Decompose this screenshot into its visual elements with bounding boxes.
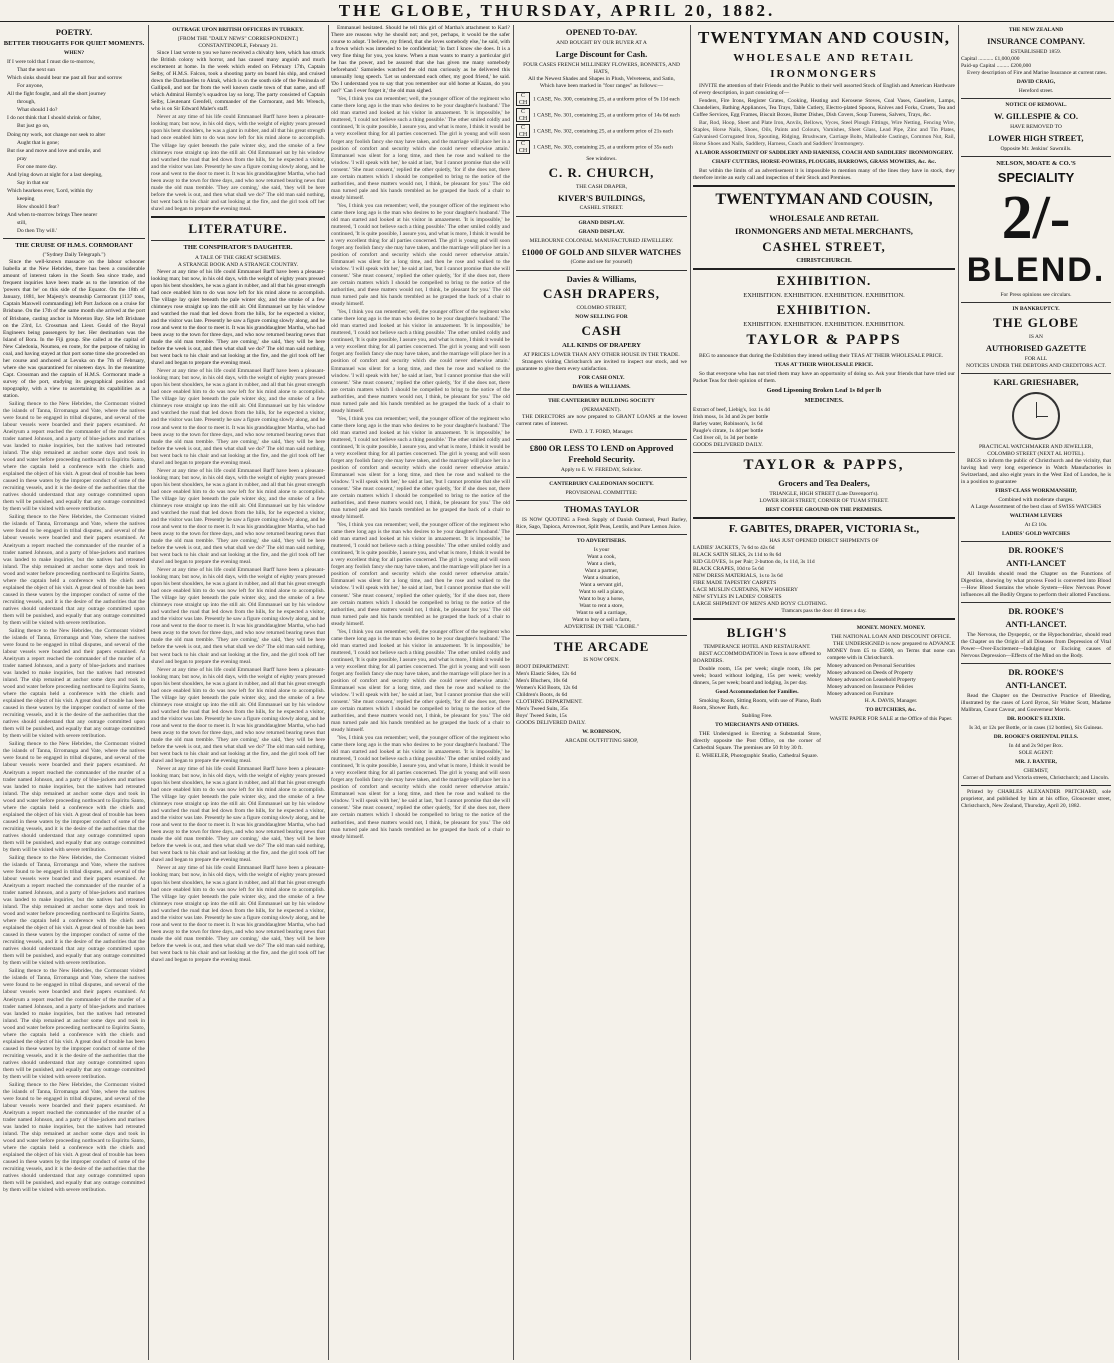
arcade-sub: IS NOW OPEN. <box>583 657 620 664</box>
baxter-name: MR. J. BAXTER, <box>1015 759 1057 766</box>
story-body: Emmanuel hesitated. Should he tell this girl of Martha's attachment to Karl? There are reasons why he should not; and yet, perhaps, it would be the safer course to adopt. 'I believe, my friend, that she loves somebody else,' he said, with a frown which was intended to be confidential; 'in fact I know she does. It is a very fine thing for you, you know. When a man wants to marry a particular girl he has the power, and be assured that she has given me many somebody beforehand.' Samoiedes watched the old man curiously as he delivered this unusually long speech. 'Let us understand each other, my good friend,' he said. 'Do I understand you to say that you remember our old home at Kazan, do you not?' 'Can I ever forget it,' the old man sighed. <box>331 25 511 95</box>
merchants-sign: E. WHEELER, Photographic Studio, Cathedral Square. <box>695 753 819 760</box>
bligh-text: BEST ACCOMMODATION in Town is now offered to BOARDERS. <box>693 650 821 664</box>
story-body: Never at any time of his life could Emmanuel Barff have been a pleasant-looking man; but now, in his old days, with the weight of eighty years pressed upon his bent shoulders, he was a giant in rubber, and all that his great strength had once enabled him to do was now left for his mind alone to accomplish. The village lay quiet beneath the pale winter sky, and the smoke of a few chimneys rose straight up into the still air. Old Emmanuel sat by his window and watched the road that led down from the hills, for he expected a visitor, and the visitor was late. Presently he saw a figure coming slowly along, and he rose and went to the door to meet it. It was his granddaughter Martha, who had been away to the town for three days, and who now returned bearing news that made the old man tremble. 'They are coming,' she said, 'they will be here before the week is out, and then what shall we do?' The old man said nothing, but went back to his chair and sat looking at the fire, and the girl took off her shawl and began to prepare the evening meal. <box>151 368 325 466</box>
cruise-body: Sailing thence to the New Hebrides, the Cormorant visited the islands of Tanna, Erromanga and Vate, where the natives were found to be engaged in tribal disputes, and several of the labour vessels were boarded and their papers examined. At Aneityum a report reached the commander of the murder of a trader named Johnson, and a party of blue-jackets and marines was landed to make inquiries, but the natives had retreated inland. The ship remained at anchor some days and took in wood and water before proceeding northward to Espiritu Santo, where the captain held a conference with the chiefs and explained the object of his visit. A great deal of trouble has been caused in these waters by the improper conduct of some of the recruiting vessels, and it is the desire of the authorities that the natives should understand that any outrage committed upon them will be punished, and equally that any outrage committed by them will be visited with severe retribution. <box>3 514 145 626</box>
poem-line: Say in that ear <box>17 179 49 186</box>
taylor-papps-address: TRIANGLE, HIGH STREET (Late Davenport's). <box>769 490 879 497</box>
cruise-body: Sailing thence to the New Hebrides, the Cormorant visited the islands of Tanna, Erromanga and Vate, where the natives were found to be engaged in tribal disputes, and several of the labour vessels were boarded and their papers examined. At Aneityum a report reached the commander of the murder of a trader named Johnson, and a party of blue-jackets and marines was landed to make inquiries, but the natives had retreated inland. The ship remained at anchor some days and took in wood and water before proceeding northward to Espiritu Santo, where the captain held a conference with the chiefs and explained the object of his visit. A great deal of trouble has been caused in these waters by the improper conduct of some of the recruiting vessels, and it is the desire of the authorities that the natives should understand that any outrage committed upon them will be punished, and equally that any outrage committed by them will be visited with severe retribution. <box>3 1081 145 1194</box>
combined: Combined with moderate charges. <box>998 497 1074 504</box>
rooke-heading: DR. ROOKE'S <box>1008 545 1064 556</box>
church-sub: THE CASH DRAPER, <box>575 183 628 190</box>
column-drapers <box>513 25 690 1360</box>
taylor-papps-heading-2: TAYLOR & PAPPS, <box>743 457 905 474</box>
good-accommodation: Good Accommodation for Families. <box>715 688 799 695</box>
thomas-taylor-text: IS NOW QUOTING a Fresh Supply of Danish Oatmeal, Pearl Barley, Rice, Sago, Tapioca, Arrowroot, Split Peas, Lentils, and Pure Lemon Juice. <box>516 517 687 531</box>
poem-body <box>3 59 145 235</box>
poem-line: What should I do? <box>17 107 58 114</box>
paidup-line: Paid-up Capital ......... £200,000 <box>961 62 1032 69</box>
speciality-heading: SPECIALITY <box>997 170 1075 186</box>
gabites-list: LADIES' JACKETS, 7s 6d to 42s 6d BLACK SATIN SILKS, 2s 11d to 8s 6d KID GLOVES, 1s per Pair; 2-button do, 1s 11d, 3s 11d BLACK CRAPES, 10d to 5s 6d NEW DRESS MATERIALS, 1s to 3s 6d FIRE MADE TAPESTRY CARPETS LACE MUSLIN CURTAINS, NEW HOSIERY NEW STYLES IN LADIES' CORSETS LARGE SHIPMENT OF MEN'S AND BOYS' CLOTHING. <box>693 544 828 607</box>
colombo-street: COLOMBO STREET, <box>576 305 627 311</box>
authorised-gazette: AUTHORISED GAZETTE <box>985 343 1087 354</box>
national-text: THE UNDERSIGNED is now prepared to ADVANCE MONEY from £5 to £5000, on Terms that none can compete with in Christchurch. <box>827 641 955 662</box>
poem-line: For one more day. <box>17 163 57 170</box>
strangers-text: Strangers visiting Christchurch are invited to inspect our stock, and we guarantee to give them every satisfaction. <box>516 359 687 373</box>
karl-heading: KARL GRIESHABER, <box>993 377 1079 388</box>
oriental-price: In 4d and 2s 9d per Box. <box>1008 742 1064 749</box>
taylor-papps-address: LOWER HIGH STREET, CORNER OF TUAM STREET. <box>759 497 889 504</box>
karl-address: COLOMBO STREET (NEXT AL HOTEL). <box>987 450 1085 457</box>
rooke-heading: DR. ROOKE'S <box>1008 606 1064 617</box>
cruise-body: Sailing thence to the New Hebrides, the Cormorant visited the islands of Tanna, Erromanga and Vate, where the natives were found to be engaged in tribal disputes, and several of the labour vessels were boarded and their papers examined. At Aneityum a report reached the commander of the murder of a trader named Johnson, and a party of blue-jackets and marines was landed to make inquiries, but the natives had retreated inland. The ship remained at anchor some days and took in wood and water before proceeding northward to Espiritu Santo, where the captain held a conference with the chiefs and explained the object of his visit. A great deal of trouble has been caused in these waters by the improper conduct of some of the recruiting vessels, and it is the desire of the authorities that the natives should understand that any outrage committed upon them will be punished, and equally that any outrage committed by them will be visited with severe retribution. <box>3 400 145 513</box>
cruise-body: Sailing thence to the New Hebrides, the Cormorant visited the islands of Tanna, Erromanga and Vate, where the natives were found to be engaged in tribal disputes, and several of the labour vessels were boarded and their papers examined. At Aneityum a report reached the commander of the murder of a trader named Johnson, and a party of blue-jackets and marines was landed to make inquiries, but the natives had retreated inland. The ship remained at anchor some days and took in wood and water before proceeding northward to Espiritu Santo, where the captain held a conference with the chiefs and explained the object of his visit. A great deal of trouble has been caused in these waters by the improper conduct of some of the recruiting vessels, and it is the desire of the authorities that the natives should understand that any outrage committed upon them will be punished, and equally that any outrage committed by them will be visited with severe retribution. <box>3 741 145 853</box>
gabites-heading: F. GABITES, DRAPER, VICTORIA St., <box>728 522 920 535</box>
insurance-text: Every description of Fire and Marine Insurance at current rates. <box>967 70 1107 76</box>
exhibition-heading: EXHIBITION. <box>776 273 872 289</box>
oriental-heading: DR. ROOKE'S ORIENTAL PILLS. <box>993 733 1079 740</box>
outrage-heading: OUTRAGE UPON BRITISH OFFICERS IN TURKEY. <box>172 27 304 33</box>
grocers-heading: Grocers and Tea Dealers, <box>778 477 870 488</box>
national-list: Money advanced on Personal Securities Money advanced on Deeds of Property Money advanced on Leasehold Property Money advanced on Insurance Policies Money advanced on Furniture <box>827 663 916 698</box>
for-all: FOR ALL <box>1024 355 1048 362</box>
case-item: C CH1 CASE, No. 300, containing 25, at a uniform price of 9s 11d each <box>516 92 687 106</box>
merchants-text: THE Undersigned is Erecting a Substantial Store, directly opposite the Post Office, on the corner of Cathedral Square. The premises are 50 ft by 30 ft. <box>693 731 821 752</box>
thomas-taylor-heading: THOMAS TAYLOR <box>564 504 639 515</box>
taylor-papps-heading: TAYLOR & PAPPS <box>746 332 902 349</box>
butchers-heading: TO BUTCHERS, &c. <box>865 707 917 714</box>
kiver-heading: KIVER'S BUILDINGS, <box>558 192 645 203</box>
metal-merchants-heading: IRONMONGERS AND METAL MERCHANTS, <box>735 225 913 236</box>
poem-line: Doing my work, not change nor seek to alter <box>7 131 106 138</box>
press-opinions: For Press opinions see circulars. <box>1000 292 1072 299</box>
grand-display: GRAND DISPLAY. <box>578 219 625 226</box>
kiver-sub: CASHEL STREET. <box>579 205 624 212</box>
story-body: Never at any time of his life could Emmanuel Barff have been a pleasant-looking man; but now, in his old days, with the weight of eighty years pressed upon his bent shoulders, he was a giant in rubber, and all that his great strength had once enabled him to do was now left for his mind alone to accomplish. The village lay quiet beneath the pale winter sky, and the smoke of a few chimneys rose straight up into the still air. Old Emmanuel sat by his window and watched the road that led down from the hills, for he expected a visitor, and the visitor was late. Presently he saw a figure coming slowly along, and he rose and went to the door to meet it. It was his granddaughter Martha, who had been away to the town for three days, and who now returned bearing news that made the old man tremble. 'They are coming,' she said, 'they will be here before the week is out, and then what shall we do?' The old man said nothing, but went back to his chair and sat looking at the fire, and the girl took off her shawl and began to prepare the evening meal. <box>151 865 325 963</box>
story-body: Never at any time of his life could Emmanuel Barff have been a pleasant-looking man; but now, in his old days, with the weight of eighty years pressed upon his bent shoulders, he was a giant in rubber, and all that his great strength had once enabled him to do was now left for his mind alone to accomplish. The village lay quiet beneath the pale winter sky, and the smoke of a few chimneys rose straight up into the still air. Old Emmanuel sat by his window and watched the road that led down from the hills, for he expected a visitor, and the visitor was late. Presently he saw a figure coming slowly along, and he rose and went to the door to meet it. It was his granddaughter Martha, who had been away to the town for three days, and who now returned bearing news that made the old man tremble. 'They are coming,' she said, 'they will be here before the week is out, and then what shall we do?' The old man said nothing, but went back to his chair and sat looking at the fire, and the girl took off her shawl and began to prepare the evening meal. <box>151 666 325 764</box>
case-item: C CH1 CASE, No. 302, containing 25, at a uniform price of 21s each <box>516 124 687 138</box>
baxter-sub: CHEMIST, <box>1023 768 1049 775</box>
gabites-sub: HAS JUST OPENED DIRECT SHIPMENTS OF <box>769 537 879 544</box>
established: ESTABLISHED 1859. <box>1010 48 1062 55</box>
cruise-body: Sailing thence to the New Hebrides, the Cormorant visited the islands of Tanna, Erromanga and Vate, where the natives were found to be engaged in tribal disputes, and several of the labour vessels were boarded and their papers examined. At Aneityum a report reached the commander of the murder of a trader named Johnson, and a party of blue-jackets and marines was landed to make inquiries, but the natives had retreated inland. The ship remained at anchor some days and took in wood and water before proceeding northward to Espiritu Santo, where the captain held a conference with the chiefs and explained the object of his visit. A great deal of trouble has been caused in these waters by the improper conduct of some of the recruiting vessels, and it is the desire of the authorities that the natives should understand that any outrage committed upon them will be punished, and equally that any outrage committed by them will be visited with severe retribution. <box>3 854 145 967</box>
lower-high-street: LOWER HIGH STREET, <box>988 133 1084 144</box>
within-text: But within the limits of an advertisement it is impossible to mention many of the lines they have in stock, they therefore invite an early call and inspection of their Stock and Premises. <box>693 168 955 182</box>
story-body: 'Yes, I think you can remember; well, the younger officer of the regiment who came there long ago is the man who desires to be your daughter's husband.' The old man started and looked at his visitor in amazement. 'It is impossible,' he muttered, 'I could not believe such a thing possible.' The other smiled coldly and continued, 'It is quite possible, I assure you, and what is more, I think it would be a very excellent thing for all parties concerned. The girl is young and will soon forget any foolish fancy she may have taken, and the marriage will place her in a position of comfort and security which she could never otherwise attain.' Emmanuel was silent for a long time, and then he rose and walked to the window. 'I will speak with her,' he said at last, 'but I cannot promise that she will consent.' 'She must consent,' replied the other quietly, 'for if she does not, there are certain matters which I should be compelled to bring to the notice of the authorities, and these matters would not, I think, be pleasant for you.' The old man turned pale and his hands trembled as he grasped the back of a chair to steady himself. <box>331 735 510 840</box>
elixir-heading: DR. ROOKE'S ELIXIR. <box>1006 715 1066 722</box>
tea-price: Good Lipsoning Broken Leaf 1s 8d per lb <box>766 386 882 394</box>
national-heading: THE NATIONAL LOAN AND DISCOUNT OFFICE. <box>830 634 952 641</box>
arcade-heading: THE ARCADE <box>553 638 650 654</box>
poem-line: I do not think that I should shrink or falter, <box>7 115 101 122</box>
poem-line: All the fight fought, and all the short journey <box>7 91 106 98</box>
column-poetry <box>0 25 148 1360</box>
opposite-note: Opposite Mr. Jenkins' Sawmills. <box>1000 145 1072 152</box>
wholesale-heading-2: WHOLESALE AND RETAIL <box>769 212 879 223</box>
first-class: FIRST-CLASS WORKMANSHIP, <box>995 488 1077 495</box>
poem-line: If I were told that I must die to-morrow, <box>7 59 95 66</box>
story-body: 'Yes, I think you can remember; well, the younger officer of the regiment who came there long ago is the man who desires to be your daughter's husband.' The old man started and looked at his visitor in amazement. 'It is impossible,' he muttered, 'I could not believe such a thing possible.' The other smiled coldly and continued, 'It is quite possible, I assure you, and what is more, I think it would be a very excellent thing for all parties concerned. The girl is young and will soon forget any foolish fancy she may have taken, and the marriage will place her in a position of comfort and security which she could never otherwise attain.' Emmanuel was silent for a long time, and then he rose and walked to the window. 'I will speak with her,' he said at last, 'but I cannot promise that she will consent.' 'She must consent,' replied the other quietly, 'for if she does not, there are certain matters which I should be compelled to bring to the notice of the authorities, and these matters would not, I think, be pleasant for you.' The old man turned pale and his hands trembled as he grasped the back of a chair to steady himself. <box>331 415 510 521</box>
poem-line: through, <box>17 99 36 106</box>
case-item: C CH1 CASE, No. 301, containing 25, at a uniform price of 14s 6d each <box>516 108 687 122</box>
rooke-text: The Nervous, the Dyspeptic, or the Hypochondriac, should read the Chapter on the Origin of all Diseases from Depression of Vital Power—Over-Excitement—Indulging or Excising causes of Nervous Depression—Effects of the Mind on the Body. <box>961 631 1111 660</box>
column-story-continued <box>328 25 513 1360</box>
lend-apply: Apply to E. W. FEREDAY, Solicitor. <box>560 467 643 474</box>
column-insurance <box>958 25 1114 1360</box>
building-society-text: THE DIRECTORS are now prepared to GRANT LOANS at the lowest current rates of interest. <box>516 414 687 428</box>
bligh-ad <box>693 623 821 760</box>
poem-line: Which sinks should bear me past all fear and sorrow <box>7 75 123 82</box>
poem-line: But rise and move and love and smile, and <box>7 147 101 154</box>
outrage-body: Since I last wrote to you we have received a chivalry here, which has struck the British colony with horror, and has caused many anguish and much excitement at home. In the week which ended on February 17th, Captain Selby, of H.M.S. Falcon, took a shooting party on board his ship, and cruised down the Dardanelles to Aktak, which is on the south side of the Peninsula of Gallipoli, and not far from the well known castle town of that name, and off which Admiral Hornby's squadron lay so long. The party consisted of Captain Selby, Lieutenant Grenfell, commander of the Cormorant, and Mr. Wrench, who is on Sir Edward Malet's staff. <box>151 50 325 113</box>
harness-heading: A LABOR ASSORTMENT OF SADDLERY AND HARNESS, COACH AND SADDLERS' IRONMONGERY. <box>694 150 954 157</box>
pocket-watch-icon <box>1012 392 1060 440</box>
medicines-list: Extract of beef, Liebig's, 1oz 1s 4d Irish moss, 1s 3d and 2s per bottle Barley water, Robinson's, 1s 6d Paugle's citrate, 1s 4d per bottle Cod liver oil, 1s 3d per bottle GOODS DELIVERED DAILY. <box>693 407 770 449</box>
poem-title: BETTER THOUGHTS FOR QUIET MOMENTS. <box>3 39 145 47</box>
poem-line: still, <box>17 219 27 226</box>
smoking-room: Smoking Room, Sitting Room, with use of Piano, Bath Room, Shower Bath, &c. <box>693 697 821 711</box>
story-body: Never at any time of his life could Emmanuel Barff have been a pleasant-looking man; but now, in his old days, with the weight of eighty years pressed upon his bent shoulders, he was a giant in rubber, and all that his great strength had once enabled him to do was now left for his mind alone to accomplish. The village lay quiet beneath the pale winter sky, and the smoke of a few chimneys rose straight up into the still air. Old Emmanuel sat by his window and watched the road that led down from the hills, for he expected a visitor, and the visitor was late. Presently he saw a figure coming slowly along, and he rose and went to the door to meet it. It was his granddaughter Martha, who had been away to the town for three days, and who now returned bearing news that made the old man tremble. 'They are coming,' she said, 'they will be here before the week is out, and then what shall we do?' The old man said nothing, but went back to his chair and sat looking at the fire, and the girl took off her shawl and began to prepare the evening meal. <box>151 268 325 367</box>
invite-text: INVITE the attention of their Friends and the Public to their well assorted Stock of English and American Hardware of every description, in part consisting of— <box>693 82 955 96</box>
millinery-sub: All the Newest Shades and Shapes in Plush, Velveteens, and Satin, <box>528 75 675 82</box>
for-cash-only: FOR CASH ONLY. <box>578 375 625 382</box>
arcade-list: BOOT DEPARTMENT. Men's Elastic Sides, 12s 6d Men's Bluchers, 10s 6d Women's Kid Boots, 12s 6d Children's Boots, 4s 6d CLOTHING DEPARTMENT. Men's Tweed Suits, 35s Boys' Tweed Suits, 15s GOODS DELIVERED DAILY. <box>516 664 586 727</box>
poem-line: That the next sun <box>17 67 56 74</box>
teas-heading: TEAS AT THEIR WHOLESALE PRICE. <box>774 361 874 368</box>
cruise-source: ("Sydney Daily Telegraph.") <box>42 252 106 259</box>
waltham-heading: WALTHAM LEVERS <box>1009 513 1063 520</box>
exhibition-row: EXHIBITION. EXHIBITION. EXHIBITION. EXHIBITION. <box>743 292 905 300</box>
outrage-dateline: CONSTANTINOPLE, February 21. <box>198 43 278 50</box>
story-body: Never at any time of his life could Emmanuel Barff have been a pleasant-looking man; but now, in his old days, with the weight of eighty years pressed upon his bent shoulders, he was a giant in rubber, and all that his great strength had once enabled him to do was now left for his mind alone to accomplish. The village lay quiet beneath the pale winter sky, and the smoke of a few chimneys rose straight up into the still air. Old Emmanuel sat by his window and watched the road that led down from the hills, for he expected a visitor, and the visitor was late. Presently he saw a figure coming slowly along, and he rose and went to the door to meet it. It was his granddaughter Martha, who had been away to the town for three days, and who now returned bearing news that made the old man tremble. 'They are coming,' she said, 'they will be here before the week is out, and then what shall we do?' The old man said nothing, but went back to his chair and sat looking at the fire, and the girl took off her shawl and began to prepare the evening meal. <box>151 567 325 665</box>
davies-heading: Davies & Williams, <box>566 273 637 284</box>
outrage-body: Never at any time of his life could Emmanuel Barff have been a pleasant-looking man; but now, in his old days, with the weight of eighty years pressed upon his bent shoulders, he was a giant in rubber, and all that his great strength had once enabled him to do was now left for his mind alone to accomplish. The village lay quiet beneath the pale winter sky, and the smoke of a few chimneys rose straight up into the still air. Old Emmanuel sat by his window and watched the road that led down from the hills, for he expected a visitor, and the visitor was late. Presently he saw a figure coming slowly along, and he rose and went to the door to meet it. It was his granddaughter Martha, who had been away to the town for three days, and who now returned bearing news that made the old man tremble. 'They are coming,' she said, 'they will be here before the week is out, and then what shall we do?' The old man said nothing, but went back to his chair and sat looking at the fire, and the girl took off her shawl and began to prepare the evening meal. <box>151 114 325 212</box>
see-windows: See windows. <box>586 155 617 162</box>
grand-display: GRAND DISPLAY. <box>578 228 625 235</box>
bar-iron-text: Bar, Rod, Hoop, Sheet and Plate Iron, Anvils, Bellows, Vyces, Steel Plough Fittings, Wire Netting, Fencing Wire, Staples, Horse Nails, Shoes, Oils, Paints and Colours, Varnishes, Sheet Glass, Lead Pipe, Zinc and Tin Plates, Galvanised Corrugated Iron, Spouting, Ridging, Brushware, Carriage Bolts, Malleable Castings, Common Nut, Rail, Horse Shoes and Nails, Saddlery, Harness, Coach and Saddlers' Ironmongery. <box>693 120 955 148</box>
is-an: IS AN <box>1029 334 1043 341</box>
poem-subtitle: WHEN? <box>63 50 85 57</box>
exhibition-row: EXHIBITION. EXHIBITION. EXHIBITION. EXHIBITION. <box>743 321 905 329</box>
story-body: Never at any time of his life could Emmanuel Barff have been a pleasant-looking man; but now, in his old days, with the weight of eighty years pressed upon his bent shoulders, he was a giant in rubber, and all that his great strength had once enabled him to do was now left for his mind alone to accomplish. The village lay quiet beneath the pale winter sky, and the smoke of a few chimneys rose straight up into the still air. Old Emmanuel sat by his window and watched the road that led down from the hills, for he expected a visitor, and the visitor was late. Presently he saw a figure coming slowly along, and he rose and went to the door to meet it. It was his granddaughter Martha, who had been away to the town for three days, and who now returned bearing news that made the old man tremble. 'They are coming,' she said, 'they will be here before the week is out, and then what shall we do?' The old man said nothing, but went back to his chair and sat looking at the fire, and the girl took off her shawl and began to prepare the evening meal. <box>151 766 325 864</box>
all-kinds: ALL KINDS OF DRAPERY <box>562 341 641 349</box>
bottom-ads <box>693 623 955 760</box>
cashel-street-heading: CASHEL STREET, <box>762 238 886 254</box>
national-sign: H. A. DAVIS, Manager. <box>864 698 918 705</box>
globe-heading: THE GLOBE <box>993 315 1079 331</box>
printer-imprint: Printed by CHARLES ALEXANDER PRITCHARD, sole proprietor, and published by him at his office, Gloucester street, Christchurch, New Zealand, Thursday, April 20, 1882. <box>961 789 1111 810</box>
money-heading: MONEY. MONEY. MONEY. <box>856 625 926 632</box>
nz-heading: THE NEW ZEALAND <box>1008 27 1064 33</box>
poem-line: Aught that is gone; <box>17 139 60 146</box>
cruise-body: Sailing thence to the New Hebrides, the Cormorant visited the islands of Tanna, Erromanga and Vate, where the natives were found to be engaged in tribal disputes, and several of the labour vessels were boarded and their papers examined. At Aneityum a report reached the commander of the murder of a trader named Johnson, and a party of blue-jackets and marines was landed to make inquiries, but the natives had retreated inland. The ship remained at anchor some days and took in wood and water before proceeding northward to Espiritu Santo, where the captain held a conference with the chiefs and explained the object of his visit. A great deal of trouble has been caused in these waters by the improper conduct of some of the recruiting vessels, and it is the desire of the authorities that the natives should understand that any outrage committed upon them will be punished, and equally that any outrage committed by them will be visited with severe retribution. <box>3 968 145 1080</box>
advertisers-heading: TO ADVERTISERS. <box>576 538 627 545</box>
cash-heading: CASH <box>581 323 622 339</box>
poem-line: And lying down at night for a last sleeping, <box>7 171 103 178</box>
story-body: 'Yes, I think you can remember; well, the younger officer of the regiment who came there long ago is the man who desires to be your daughter's husband.' The old man started and looked at his visitor in amazement. 'It is impossible,' he muttered, 'I could not believe such a thing possible.' The other smiled coldly and continued, 'It is quite possible, I assure you, and what is more, I think it would be a very excellent thing for all parties concerned. The girl is young and will soon forget any foolish fancy she may have taken, and the marriage will place her in a position of comfort and security which she could never otherwise attain.' Emmanuel was silent for a long time, and then he rose and walked to the window. 'I will speak with her,' he said at last, 'but I cannot promise that she will consent.' 'She must consent,' replied the other quietly, 'for if she does not, there are certain matters which I should be compelled to bring to the notice of the authorities, and these matters would not, I think, be pleasant for you.' The old man turned pale and his hands trembled as he grasped the back of a chair to steady himself. <box>331 309 510 414</box>
waste-paper: WASTE PAPER FOR SALE at the Office of this Paper. <box>829 716 953 723</box>
poetry-heading: POETRY. <box>55 27 93 37</box>
blend-heading: BLEND. <box>966 250 1106 289</box>
anti-lancet-heading: ANTI-LANCET. <box>1005 619 1067 630</box>
caledonian-heading: CANTERBURY CALEDONIAN SOCIETY. <box>549 481 654 488</box>
gillespie-sub: HAVE REMOVED TO <box>1010 124 1062 130</box>
chaff-heading: CHAFF CUTTERS, HORSE-POWERS, PLOUGHS, HARROWS, GRASS MOWERS, &c. &c. <box>711 159 937 166</box>
price-2s: 2/- <box>1001 183 1071 252</box>
twentyman-heading-2: TWENTYMAN AND COUSIN, <box>715 191 933 209</box>
bankruptcy-heading: IN BANKRUPTCY. <box>1012 306 1060 313</box>
poem-line: Do then Thy will.' <box>17 227 57 234</box>
wholesale-heading: WHOLESALE AND RETAIL <box>733 51 915 64</box>
invite-list: Fenders, Fire Irons, Register Grates, Cooking, Heating and Kerosene Stoves, Coal Vases, Gaseliers, Lamps, Chandeliers, Bathing Appliances, Tea Trays, Table Cutlery, Electro-plated Spoons, Knives and Forks, Cruets, Tea and Coffee Services, Egg Frames, Biscuit Boxes, Butter Dishes, Dish Covers, Soup Tureens, Salvers, Trays, &c. <box>693 97 955 119</box>
story-body: 'Yes, I think you can remember; well, the younger officer of the regiment who came there long ago is the man who desires to be your daughter's husband.' The old man started and looked at his visitor in amazement. 'It is impossible,' he muttered, 'I could not believe such a thing possible.' The other smiled coldly and continued, 'It is quite possible, I assure you, and what is more, I think it would be a very excellent thing for all parties concerned. The girl is young and will soon forget any foolish fancy she may have taken, and the marriage will place her in a position of comfort and security which she could never otherwise attain.' Emmanuel was silent for a long time, and then he rose and walked to the window. 'I will speak with her,' he said at last, 'but I cannot promise that she will consent.' 'She must consent,' replied the other quietly, 'for if she does not, there are certain matters which I should be compelled to bring to the notice of the authorities, and these matters would not, I think, be pleasant for you.' The old man turned pale and his hands trembled as he grasped the back of a chair to steady himself. <box>331 522 510 627</box>
story-body: 'Yes, I think you can remember; well, the younger officer of the regiment who came there long ago is the man who desires to be your daughter's husband.' The old man started and looked at his visitor in amazement. 'It is impossible,' he muttered, 'I could not believe such a thing possible.' The other smiled coldly and continued, 'It is quite possible, I assure you, and what is more, I think it would be a very excellent thing for all parties concerned. The girl is young and will soon forget any foolish fancy she may have taken, and the marriage will place her in a position of comfort and security which she could never otherwise attain.' Emmanuel was silent for a long time, and then he rose and walked to the window. 'I will speak with her,' he said at last, 'but I cannot promise that she will consent.' 'She must consent,' replied the other quietly, 'for if she does not, there are certain matters which I should be compelled to bring to the notice of the authorities, and these matters would not, I think, be pleasant for you.' The old man turned pale and his hands trembled as he grasped the back of a chair to steady himself. <box>331 96 510 201</box>
building-society-heading: THE CANTERBURY BUILDING SOCIETY <box>548 398 655 405</box>
opened-heading: OPENED TO-DAY. <box>565 27 638 37</box>
insurance-heading: INSURANCE COMPANY. <box>987 36 1085 47</box>
ironmongers-heading: IRONMONGERS <box>770 67 878 80</box>
poem-line: How should I fear? <box>17 203 60 210</box>
masthead <box>0 0 1114 22</box>
now-selling: NOW SELLING FOR <box>575 314 628 321</box>
at-prices: AT PRICES LOWER THAN ANY OTHER HOUSE IN THE TRADE. <box>523 352 680 358</box>
taylor-papps-text: BEG to announce that during the Exhibition they intend selling their TEAS AT THEIR WHOLESALE PRICE. <box>699 352 944 359</box>
craig-name: DAVID CRAIG, <box>1016 79 1056 86</box>
building-society-sign: EWD. J. T. FORD, Manager. <box>569 429 634 436</box>
karl-text: BEGS to inform the public of Christchurch and the vicinity, that having had very long experience in Watch Manufactories in Switzerland, and also eight years in the West End of London, he is in a position to guarantee <box>961 457 1111 486</box>
stabling-free: Stabling Free. <box>741 712 773 719</box>
anti-lancet-heading: ANTI-LANCET <box>1006 558 1066 569</box>
literature-heading: LITERATURE. <box>188 220 288 236</box>
caledonian-sub: PROVISIONAL COMMITTEE: <box>565 490 638 497</box>
watches-sub: (Come and see for yourself) <box>570 259 633 266</box>
notices-debtors: NOTICES UNDER THE DEBTORS AND CREDITORS ACT. <box>966 363 1106 370</box>
story-chapter: A STRANGE BOOK AND A STRANGE COUNTRY. <box>177 261 299 268</box>
money-ad <box>827 623 955 760</box>
large-assortment: A Large Assortment of the best class of SWISS WATCHES <box>970 504 1102 511</box>
column-ironmongers <box>690 25 958 1360</box>
poem-line: pray <box>17 155 27 162</box>
best-coffee: BEST COFFEE GROUND ON THE PREMISES. <box>765 506 883 513</box>
taylor-papps-text: So that everyone who has not tried them may have an opportunity of doing so. Ask your friends that have tried our Packet Teas for their opinion of them. <box>693 370 955 384</box>
gillespie-heading: W. GILLESPIE & CO. <box>994 111 1078 122</box>
ladies-watches: LADIES' GOLD WATCHES <box>1002 531 1070 538</box>
poem-line: But just go on, <box>17 123 50 130</box>
removal-heading: NOTICE OF REMOVAL. <box>1005 102 1067 109</box>
robinson-name: W. ROBINSON, <box>582 729 621 736</box>
bligh-heading: BLIGH'S <box>726 625 788 641</box>
millinery-heading: FOUR CASES FRENCH MILLINERY FLOWERS, BONNETS, AND HATS, <box>523 61 680 75</box>
capital-line: Capital ........... £1,000,000 <box>961 55 1020 62</box>
cruise-body: Sailing thence to the New Hebrides, the Cormorant visited the islands of Tanna, Erromanga and Vate, where the natives were found to be engaged in tribal disputes, and several of the labour vessels were boarded and their papers examined. At Aneityum a report reached the commander of the murder of a trader named Johnson, and a party of blue-jackets and marines was landed to make inquiries, but the natives had retreated inland. The ship remained at anchor some days and took in wood and water before proceeding northward to Espiritu Santo, where the captain held a conference with the chiefs and explained the object of his visit. A great deal of trouble has been caused in these waters by the improper conduct of some of the recruiting vessels, and it is the desire of the authorities that the natives should understand that any outrage committed upon them will be punished, and equally that any outrage committed by them will be visited with severe retribution. <box>3 627 145 740</box>
exhibition-heading: EXHIBITION. <box>776 302 872 318</box>
baxter-address: Corner of Durham and Victoria streets, Christchurch; and Lincoln. <box>962 775 1110 782</box>
poem-line: And when to-morrow brings Thee nearer <box>7 211 98 218</box>
tramcars-note: Tramcars pass the door 40 times a day. <box>781 608 867 615</box>
story-title: THE CONSPIRATOR'S DAUGHTER. <box>183 244 293 252</box>
twentyman-heading: TWENTYMAN AND COUSIN, <box>698 28 950 47</box>
sole-agent: SOLE AGENT: <box>1018 750 1054 757</box>
elixir-price: Is 3d, or 12s per Bottle, or in cases (12 bottles), Six Guineas. <box>969 724 1103 731</box>
story-body: 'Yes, I think you can remember; well, the younger officer of the regiment who came there long ago is the man who desires to be your daughter's husband.' The old man started and looked at his visitor in amazement. 'It is impossible,' he muttered, 'I could not believe such a thing possible.' The other smiled coldly and continued, 'It is quite possible, I assure you, and what is more, I think it would be a very excellent thing for all parties concerned. The girl is young and will soon forget any foolish fancy she may have taken, and the marriage will place her in a position of comfort and security which she could never otherwise attain.' Emmanuel was silent for a long time, and then he rose and walked to the window. 'I will speak with her,' he said at last, 'but I cannot promise that she will consent.' 'She must consent,' replied the other quietly, 'for if she does not, there are certain matters which I should be compelled to bring to the notice of the authorities, and these matters would not, I think, be pleasant for you.' The old man turned pale and his hands trembled as he grasped the back of a chair to steady himself. <box>331 202 510 308</box>
christchurch-heading: CHRISTCHURCH. <box>796 257 852 265</box>
craig-address: Hereford street. <box>1018 88 1054 95</box>
poem-line: For anyone, <box>17 83 44 90</box>
poem-line: keeping <box>17 195 35 202</box>
waltham-price: At £3 10s. <box>1024 522 1048 529</box>
karl-sub: PRACTICAL WATCHMAKER AND JEWELLER, <box>979 443 1093 450</box>
anti-lancet-heading: ANTI-LANCET. <box>1005 679 1067 690</box>
cruise-body: Since the well-known massacre on the labour schooner Isabella at the New Hebrides, there has been a considerable amount of interest taken in the South Sea since trade, and frequent inquiries have been made as to the intention of the 'powers that be' on this side of the Equator. On the 18th of January, 1881, her Majesty's steamship Cormorant (1137 tons, Captain Maxwell commanding) left Port Jackson on a cruise for Brisbane. On the 17th of the same month she arrived at the port of Brisbane, casting anchor in Moreton Bay. She left Brisbane on the 23rd, Lt. Crossman and Lieut. Gould of the Royal Engineers being passengers by her. Her destination was the Island of Bora. In the Fiji group. She called at the capital of New Caledonia, Noumea, en route, for the purpose of taking in coal, and having stayed at that port some time she proceeded on her course and anchored at Levuka on the 7th of February, where she was quarantined for nineteen days. In the meantime Capt. Crossman and the captain of H.M.S. Cormorant made a survey of the port, studying its geographical position and topography, with a view to ascertaining its capabilities as a station. <box>3 259 145 399</box>
outrage-source: [FROM THE "DAILY NEWS" CORRESPONDENT.] <box>178 36 298 43</box>
opened-sub: AND BOUGHT BY OUR BUYER AT A <box>556 39 647 46</box>
lend-heading: £800 OR LESS TO LEND on Approved Freehold Security. <box>529 443 674 465</box>
discount-heading: Large Discount for Cash. <box>555 48 648 59</box>
column-outrage <box>148 25 328 1360</box>
bligh-sub: TEMPERANCE HOTEL AND RESTAURANT. <box>703 643 811 650</box>
robinson-sub: ARCADE OUTFITTING SHOP, <box>565 738 638 745</box>
case-item: C CH1 CASE, No. 303, containing 25, at a uniform price of 35s each <box>516 140 687 154</box>
davies-footer: DAVIES & WILLIAMS. <box>572 384 631 391</box>
poem-line: Which hearkens ever, 'Lord, within thy <box>7 187 93 194</box>
merchants-heading: TO MERCHANTS AND OTHERS. <box>715 721 799 728</box>
rooke-text: All Invalids should read the Chapter on the Functions of Digestion, showing by what process Food is converted into Blood—How Blood Sustains the whole System—How Nervous Power influences all the Bodily Organs to perform their allotted Functions. <box>961 571 1111 599</box>
story-body: Never at any time of his life could Emmanuel Barff have been a pleasant-looking man; but now, in his old days, with the weight of eighty years pressed upon his bent shoulders, he was a giant in rubber, and all that his great strength had once enabled him to do was now left for his mind alone to accomplish. The village lay quiet beneath the pale winter sky, and the smoke of a few chimneys rose straight up into the still air. Old Emmanuel sat by his window and watched the road that led down from the hills, for he expected a visitor, and the visitor was late. Presently he saw a figure coming slowly along, and he rose and went to the door to meet it. It was his granddaughter Martha, who had been away to the town for three days, and who now returned bearing news that made the old man tremble. 'They are coming,' she said, 'they will be here before the week is out, and then what shall we do?' The old man said nothing, but went back to his chair and sat looking at the fire, and the girl took off her shawl and began to prepare the evening meal. <box>151 467 325 566</box>
bligh-list: Double room, 15s per week; single room, 18s per week; board without lodging, 15s per week; weekly dinners, 5s per week; board and lodging, 3s per day. <box>693 665 821 686</box>
watches-heading: £1000 OF GOLD AND SILVER WATCHES <box>522 246 681 257</box>
nelson-moate-heading: NELSON, MOATE & CO.'S <box>996 159 1076 167</box>
church-name: C. R. CHURCH, <box>548 164 655 180</box>
story-subtitle: A TALE OF THE GREAT SCHEMES. <box>194 254 282 261</box>
story-body: 'Yes, I think you can remember; well, the younger officer of the regiment who came there long ago is the man who desires to be your daughter's husband.' The old man started and looked at his visitor in amazement. 'It is impossible,' he muttered, 'I could not believe such a thing possible.' The other smiled coldly and continued, 'It is quite possible, I assure you, and what is more, I think it would be a very excellent thing for all parties concerned. The girl is young and will soon forget any foolish fancy she may have taken, and the marriage will place her in a position of comfort and security which she could never otherwise attain.' Emmanuel was silent for a long time, and then he rose and walked to the window. 'I will speak with her,' he said at last, 'but I cannot promise that she will consent.' 'She must consent,' replied the other quietly, 'for if she does not, there are certain matters which I should be compelled to bring to the notice of the authorities, and these matters would not, I think, be pleasant for you.' The old man turned pale and his hands trembled as he grasped the back of a chair to steady himself. <box>331 628 510 734</box>
newspaper-title: THE GLOBE, THURSDAY, APRIL 20, 1882. <box>338 1 776 20</box>
cruise-heading: THE CRUISE OF H.M.S. CORMORANT <box>15 241 133 249</box>
rooke-heading: DR. ROOKE'S <box>1008 667 1064 678</box>
rooke-text: Read the Chapter on the Destructive Practice of Bleeding, illustrated by the cases of Lord Byron, Sir Walter Scott, Madame Malibran, Count Cavour, and Gouverneur Morris. <box>961 692 1111 713</box>
advertisers-list: Is your Want a cook, Want a clerk, Want a partner, Want a situation, Want a servant girl, Want to sell a piano, Want to buy a horse, Want to rent a store, Want to sell a carriage, Want to buy or sell a farm, ADVERTISE IN THE "GLOBE." <box>564 547 639 631</box>
cash-drapers-heading: CASH DRAPERS, <box>542 286 660 302</box>
melbourne-heading: MELBOURNE COLONIAL MANUFACTURED JEWELLERY. <box>529 237 674 244</box>
building-society-sub: (PERMANENT). <box>582 407 621 414</box>
millinery-sub: Which have been marked in "four ranges" as follows:— <box>539 82 664 89</box>
medicines-heading: MEDICINES. <box>804 396 844 404</box>
